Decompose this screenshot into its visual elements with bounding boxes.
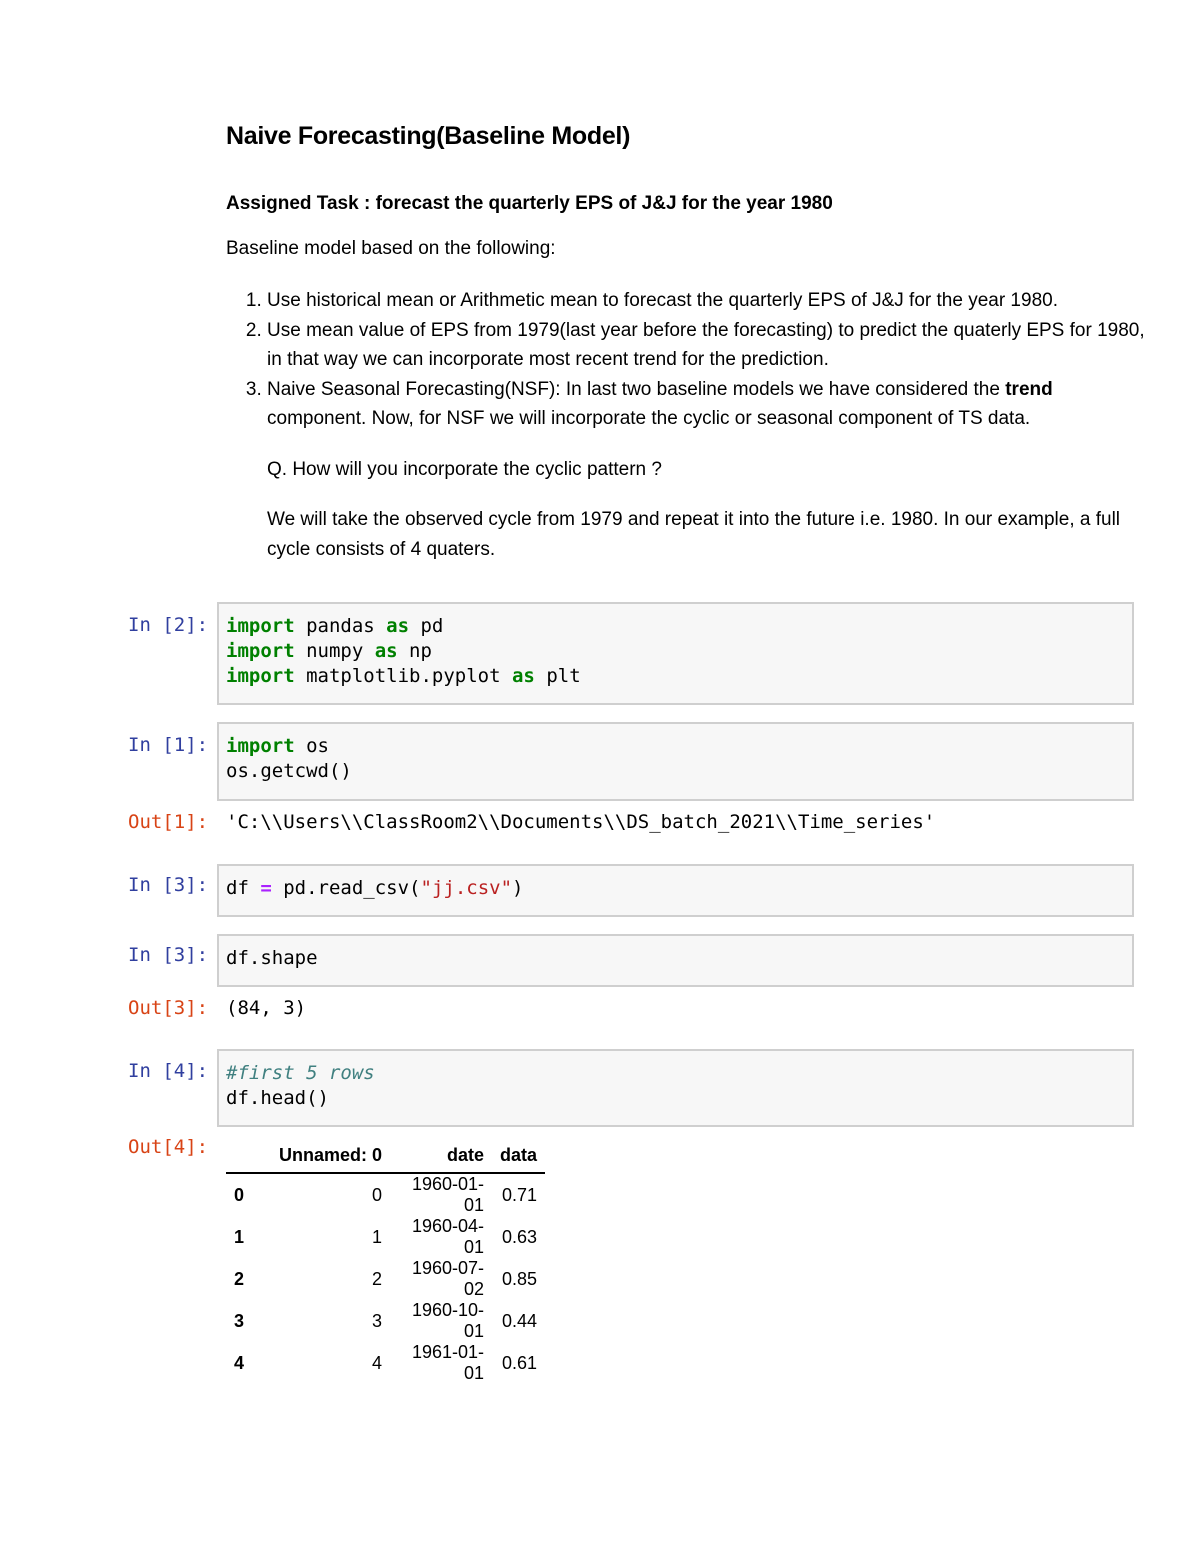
table-row <box>226 1342 545 1384</box>
table-row <box>226 1300 545 1342</box>
column-header: data <box>492 1138 545 1173</box>
dataframe-table <box>226 1138 545 1384</box>
table-cell: 0.85 <box>501 1268 538 1289</box>
table-row <box>226 1173 545 1216</box>
baseline-list <box>226 286 1147 434</box>
list-item: 1. Use historical mean or Arithmetic mean to forecast the quarterly EPS of J&J for the year 1980. <box>267 286 1147 316</box>
cell-2-out-label: Out[1]: <box>128 811 209 833</box>
question-text: Q. How will you incorporate the cyclic pattern ? <box>267 459 662 480</box>
row-index: 1 <box>234 1226 245 1247</box>
table-cell: 3 <box>371 1310 382 1331</box>
table-cell: 1960-04-01 <box>411 1216 484 1257</box>
answer-text: We will take the observed cycle from 1979 and repeat it into the future i.e. 1980. In our example, a full cycle consists of 4 quaters. <box>267 509 1121 560</box>
intro-text: Baseline model based on the following: <box>226 238 556 259</box>
table-cell: 1961-01-01 <box>411 1342 484 1383</box>
table-cell: 4 <box>371 1352 382 1373</box>
table-row <box>226 1216 545 1258</box>
cell-5-in-label: In [4]: <box>128 1060 209 1082</box>
cell-2-output: 'C:\\Users\\ClassRoom2\\Documents\\DS_batch_2021\\Time_series' <box>226 811 936 833</box>
code-cell-3[interactable]: df = pd.read_csv("jj.csv") <box>217 864 1134 917</box>
code-cell-4[interactable]: df.shape <box>217 934 1134 987</box>
table-cell: 0.63 <box>501 1226 538 1247</box>
bold-trend: trend <box>1005 378 1053 400</box>
column-header: date <box>390 1138 492 1173</box>
cell-4-in-label: In [3]: <box>128 944 209 966</box>
table-cell: 1960-10-01 <box>411 1300 484 1341</box>
table-cell: 1 <box>371 1226 382 1247</box>
cell-4-out-label: Out[3]: <box>128 997 209 1019</box>
code-cell-1[interactable]: import pandas as pd import numpy as np import matplotlib.pyplot as plt <box>217 602 1134 705</box>
table-cell: 0.44 <box>501 1310 538 1331</box>
code-cell-2[interactable]: import os os.getcwd() <box>217 722 1134 801</box>
table-header-row <box>226 1138 545 1173</box>
column-header: Unnamed: 0 <box>266 1138 390 1173</box>
table-row <box>226 1258 545 1300</box>
table-cell: 1960-07-02 <box>411 1258 484 1299</box>
cell-3-in-label: In [3]: <box>128 874 209 896</box>
table-cell: 0.71 <box>501 1184 538 1205</box>
table-cell: 0 <box>371 1184 382 1205</box>
assigned-task-heading: Assigned Task : forecast the quarterly EPS of J&J for the year 1980 <box>226 193 833 214</box>
row-index: 3 <box>234 1310 245 1331</box>
row-index: 0 <box>234 1184 245 1205</box>
table-cell: 2 <box>371 1268 382 1289</box>
index-header <box>226 1138 266 1173</box>
row-index: 2 <box>234 1268 245 1289</box>
row-index: 4 <box>234 1352 245 1373</box>
list-item: 3. Naive Seasonal Forecasting(NSF): In last two baseline models we have considered the trend component. Now, for NSF we will incorporate the cyclic or seasonal component of TS data. <box>267 375 1147 434</box>
notebook-title: Naive Forecasting(Baseline Model) <box>226 122 631 150</box>
list-item: 2. Use mean value of EPS from 1979(last year before the forecasting) to predict the quaterly EPS for 1980, in that way we can incorporate most recent trend for the prediction. <box>267 316 1147 375</box>
table-cell: 1960-01-01 <box>411 1174 484 1215</box>
cell-5-out-label: Out[4]: <box>128 1136 209 1158</box>
cell-1-in-label: In [2]: <box>128 614 209 636</box>
table-cell: 0.61 <box>501 1352 538 1373</box>
cell-4-output: (84, 3) <box>226 997 307 1019</box>
code-cell-5[interactable]: #first 5 rows df.head() <box>217 1049 1134 1127</box>
cell-2-in-label: In [1]: <box>128 734 209 756</box>
